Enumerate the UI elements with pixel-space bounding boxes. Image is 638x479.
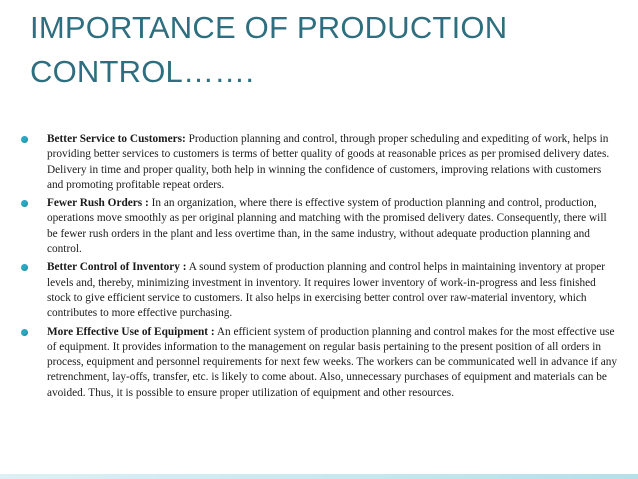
bullet-heading: Better Control of Inventory : bbox=[47, 261, 187, 274]
bullet-equipment-use bbox=[20, 325, 620, 401]
bullet-list bbox=[20, 132, 620, 404]
bullet-text: An efficient system of production planning and control makes for the most effective use of equipment. It provides information to the management on regular basis pertaining to the present position of all orders in process, equipment and personnel requirements for next few weeks. The workers can be communicated well in advance if any retrenchment, lay-offs, transfer, etc. is likely to come about. Also, unnecessary purchases of equipment and materials can be avoided. Thus, it is possible to ensure proper utilization of equipment and other resources. bbox=[47, 325, 618, 399]
bullet-text: A sound system of production planning and control helps in maintaining inventory at proper levels and, thereby, minimizing investment in inventory. It requires lower inventory of work-in-progress and less finished stock to give efficient service to customers. It also helps in exercising better control over raw-material inventory, which contributes to more effective purchasing. bbox=[47, 261, 606, 320]
bullet-heading: More Effective Use of Equipment : bbox=[47, 325, 215, 338]
bullet-inventory-control bbox=[20, 260, 620, 321]
bullet-dot-icon bbox=[21, 329, 28, 336]
bullet-dot-icon bbox=[21, 264, 28, 271]
bullet-heading: Fewer Rush Orders : bbox=[47, 197, 149, 210]
bullet-dot-icon bbox=[21, 136, 28, 143]
bullet-dot-icon bbox=[21, 200, 28, 207]
bullet-heading: Better Service to Customers: bbox=[47, 133, 186, 145]
slide-footer-bar bbox=[0, 474, 638, 479]
slide-title: IMPORTANCE OF PRODUCTION CONTROL……. bbox=[30, 10, 508, 89]
bullet-fewer-rush-orders bbox=[20, 196, 620, 257]
bullet-text: In an organization, where there is effective system of production planning and control, production, operations move smoothly as per original planning and matching with the promised delivery dates. Consequently, there will be fewer rush orders in the plant and less overtime than, in the same industry, without adequate production planning and control. bbox=[47, 197, 607, 256]
bullet-better-service bbox=[20, 132, 620, 193]
bullet-text: Production planning and control, through proper scheduling and expediting of work, helps in providing better services to customers is terms of better quality of goods at reasonable prices as per promised delivery dates. Delivery in time and proper quality, both help in winning the confidence of customers, improving relations with customers and promoting profitable repeat orders. bbox=[47, 133, 610, 191]
